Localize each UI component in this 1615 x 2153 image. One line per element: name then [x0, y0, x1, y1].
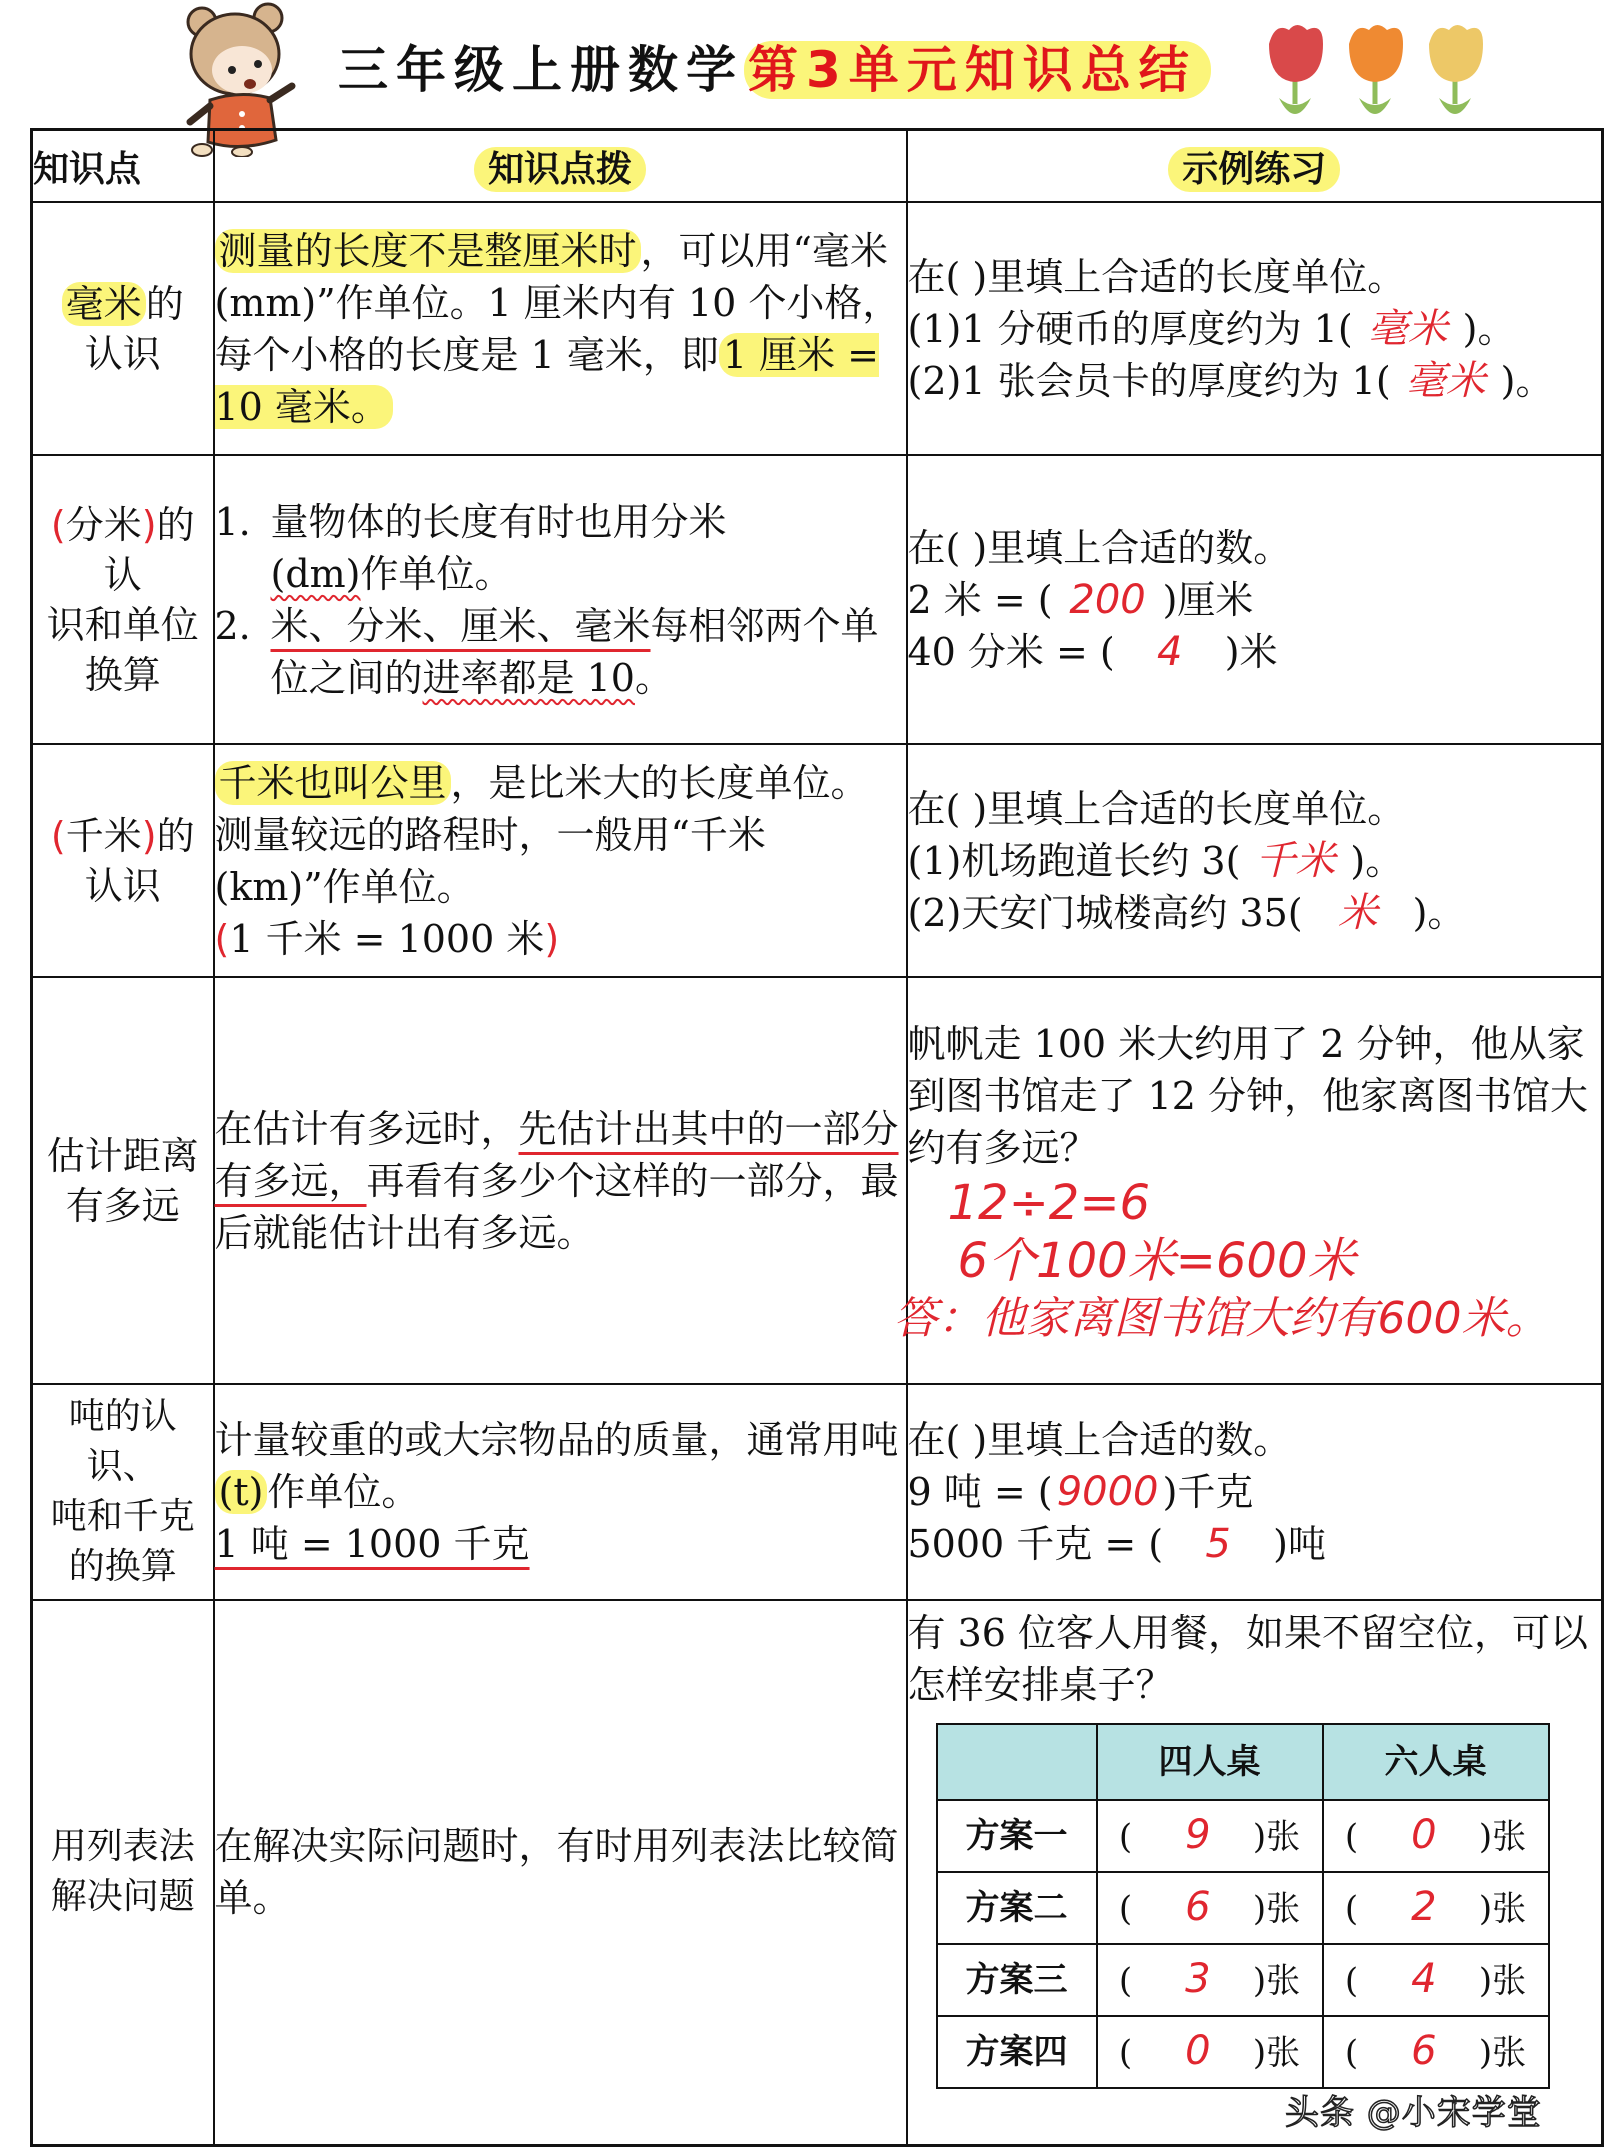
subtable-header: 四人桌 六人桌 [937, 1724, 1549, 1800]
table-row [32, 977, 1603, 1384]
topic-estimate: 估计距离 有多远 [32, 977, 214, 1384]
header-point: 知识点拨 [214, 130, 907, 203]
plan-row: 方案二 ( 6 )张 ( 2 )张 [937, 1872, 1549, 1944]
answer-field[interactable]: 5 [1205, 1521, 1231, 1567]
answer-field[interactable]: 6 [1185, 1884, 1211, 1930]
answer-field[interactable]: 毫米 [1405, 357, 1486, 404]
answer-field[interactable]: 200 [1069, 576, 1146, 623]
answer-field[interactable]: 9 [1185, 1812, 1211, 1858]
table-row [32, 1384, 1603, 1600]
answer-field[interactable]: 3 [1185, 1956, 1211, 2002]
page-header [0, 0, 1615, 128]
answer-field[interactable]: 毫米 [1367, 305, 1448, 352]
topic-mm: 毫米 的 认识 [32, 202, 214, 455]
topic-dm: (分米)的认 识和单位 换算 [32, 455, 214, 744]
point-mm: 测量的长度不是整厘米时 ，可以用“毫米(mm)”作单位。1 厘米内有 10 个小格，每个小格的长度是 1 毫米，即 1 厘米 = 10 毫米。 [214, 202, 907, 455]
answer-field[interactable]: 4 [1411, 1956, 1437, 2002]
example-mm: 在( )里填上合适的长度单位。 (1)1 分硬币的厚度约为 1( 毫米 )。 (2)1 张会员卡的厚度约为 1( 毫米 )。 [907, 202, 1603, 455]
table-row [32, 202, 1603, 455]
header-topic: 知识点 [32, 130, 214, 203]
point-dm: 1. 量物体的长度有时也用分米 (dm)作单位。 2. 米、分米、厘米、毫米每相邻两个单位之间的进率都是 10。 [214, 455, 907, 744]
answer-field[interactable]: 米 [1337, 889, 1378, 936]
example-table-method: 有 36 位客人用餐，如果不留空位，可以怎样安排桌子？ 四人桌 六人桌 方案一 ( 9 )张 ( 0 )张 方案二 ( 6 )张 ( 2 )张 方案三 ( 3 )张 ( 4 )张 方案四 ( 0 )张 ( 6 )张 [907, 1600, 1603, 2145]
answer-field[interactable]: 2 [1411, 1884, 1437, 1930]
title-unit: 第3单元知识总结 [744, 41, 1211, 99]
answer-field[interactable]: 4 [1157, 628, 1183, 675]
answer-field[interactable]: 0 [1411, 1812, 1437, 1858]
plan-row: 方案四 ( 0 )张 ( 6 )张 [937, 2016, 1549, 2088]
answer-field[interactable]: 千米 [1255, 837, 1336, 884]
title-grade: 三年级上册数学 [338, 41, 744, 99]
watermark: 头条 @小宋学堂 [1285, 2093, 1542, 2133]
topic-km: (千米)的 认识 [32, 744, 214, 977]
table-row [32, 455, 1603, 744]
tulip-flowers-icon [1265, 18, 1525, 128]
header-example: 示例练习 [907, 130, 1603, 203]
example-dm: 在( )里填上合适的数。 2 米 = ( 200 )厘米 40 分米 = ( 4 )米 [907, 455, 1603, 744]
example-km: 在( )里填上合适的长度单位。 (1)机场跑道长约 3( 千米 )。 (2)天安门城楼高约 35( 米 )。 [907, 744, 1603, 977]
topic-table-method: 用列表法 解决问题 [32, 1600, 214, 2145]
seating-plan-table [936, 1723, 1550, 2089]
plan-row: 方案三 ( 3 )张 ( 4 )张 [937, 1944, 1549, 2016]
example-estimate: 帆帆走 100 米大约用了 2 分钟，他从家到图书馆走了 12 分钟，他家离图书馆大约有多远？ 12÷2=6 6个100米=600米 答：他家离图书馆大约有600米。 [907, 977, 1603, 1384]
work-step-2[interactable]: 6个100米=600米 [957, 1233, 1356, 1289]
table-row [32, 744, 1603, 977]
page-title [338, 30, 1211, 102]
answer-field[interactable]: 0 [1185, 2028, 1211, 2074]
point-ton: 计量较重的或大宗物品的质量，通常用吨(t) 作单位。 1 吨 = 1000 千克 [214, 1384, 907, 1600]
work-step-1[interactable]: 12÷2=6 [947, 1175, 1151, 1231]
topic-ton: 吨的认识、 吨和千克 的换算 [32, 1384, 214, 1600]
point-km: 千米也叫公里 ，是比米大的长度单位。测量较远的路程时，一般用“千米(km)”作单位。 (1 千米 = 1000 米) [214, 744, 907, 977]
plan-row: 方案一 ( 9 )张 ( 0 )张 [937, 1800, 1549, 1872]
answer-text[interactable]: 答：他家离图书馆大约有600米。 [893, 1293, 1550, 1344]
answer-field[interactable]: 6 [1411, 2028, 1437, 2074]
table-row [32, 1600, 1603, 2145]
table-header-row [32, 130, 1603, 203]
point-table-method: 在解决实际问题时，有时用列表法比较简单。 [214, 1600, 907, 2145]
example-ton: 在( )里填上合适的数。 9 吨 = ( 9000 )千克 5000 千克 = ( 5 )吨 [907, 1384, 1603, 1600]
answer-field[interactable]: 9000 [1056, 1469, 1159, 1515]
point-estimate: 在估计有多远时，先估计出其中的一部分有多远，再看有多少个这样的一部分，最后就能估计出有多远。 [214, 977, 907, 1384]
knowledge-summary-table [30, 128, 1604, 2147]
